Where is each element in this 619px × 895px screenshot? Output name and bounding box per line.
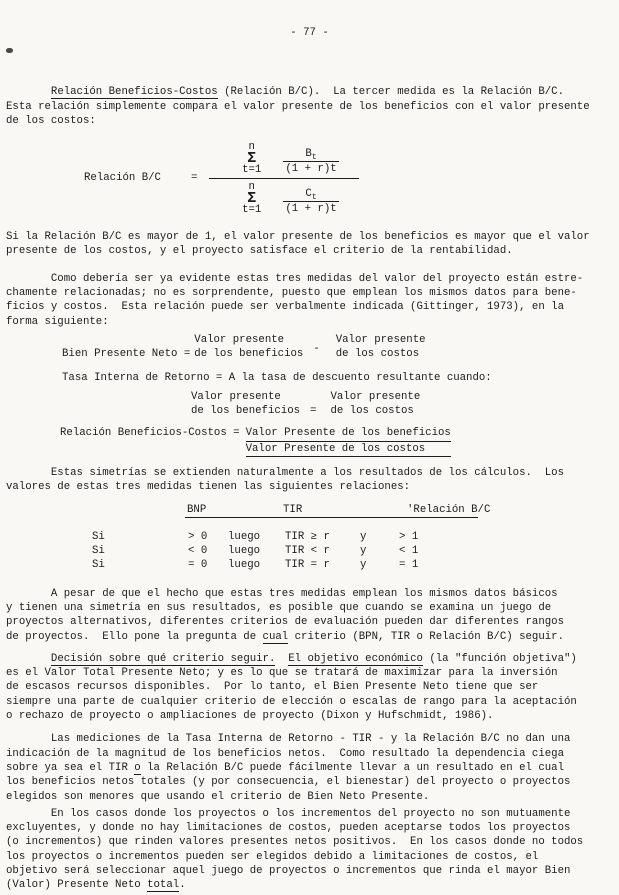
- text-run: Esta relación simplemente compara el valor presente de los beneficios con el valor presente: [6, 100, 590, 113]
- paragraph-tir-limitations: [6, 732, 619, 803]
- benefit-term: $B_t$: [305, 147, 317, 162]
- bc-lhs: Relación Beneficios-Costos =: [60, 427, 240, 440]
- vp-costs-stack: Valor presente de los costos: [335, 333, 426, 361]
- text-run: los proyectos o incrementos pueden ser elegidos debido a limitaciones de costos, el: [6, 850, 539, 863]
- text-line: [6, 747, 619, 761]
- table-cell: = 1: [399, 559, 419, 572]
- text-run: objetivo será seleccionar aquel juego de proyectos o incrementos que rinda el mayor Bien: [6, 864, 571, 877]
- table-cell: y: [360, 530, 367, 543]
- sum-upper-bound: n: [248, 180, 255, 193]
- text-line: [6, 652, 619, 666]
- scan-artifact: [6, 48, 13, 53]
- paragraph-intro: [6, 85, 619, 128]
- vp-benefits-stack: Valor presente de los beneficios: [194, 333, 304, 361]
- text-line: [6, 630, 619, 644]
- text-run: sobre ya sea el TIR: [6, 761, 135, 774]
- text-line: [6, 272, 619, 286]
- table-cell: Si: [92, 530, 105, 543]
- table-cell: y: [360, 559, 367, 572]
- sigma-symbol: Σ: [247, 149, 257, 167]
- text-line: [6, 821, 619, 835]
- npv-verbal-equation: [62, 333, 619, 362]
- table-cell: = 0: [188, 559, 208, 572]
- text-run: valores de estas tres medidas tienen las siguientes relaciones:: [6, 481, 411, 494]
- text-line: [6, 315, 619, 329]
- table-cell: luego: [228, 530, 261, 543]
- text-line: [6, 587, 619, 601]
- text-run: Las mediciones de la Tasa Interna de Retorno - TIR - y la Relación B/C no dan una: [6, 733, 571, 746]
- bc-fraction: [246, 426, 451, 457]
- formula-lhs: Relación B/C: [84, 172, 161, 185]
- text-run: (Relación B/C). La tercer medida es la Relación B/C.: [217, 86, 565, 99]
- text-run: la Relación B/C puede fácilmente llevar a un resultado en el cual: [140, 761, 564, 774]
- text-run: El objetivo económico: [288, 652, 423, 665]
- formula-fraction: [209, 142, 359, 215]
- vp-benefits-stack: Valor presente de los beneficios: [191, 390, 301, 418]
- table-cell: Si: [92, 559, 105, 572]
- text-run: cual: [262, 630, 289, 643]
- discount-term: (1 + r)t: [285, 202, 337, 215]
- table-cell: TIR ≥ r: [285, 530, 330, 543]
- text-line: [6, 775, 619, 789]
- text-run: indicación de la magnitud de los beneficios netos. Como resultado la dependencia ciega: [6, 747, 564, 760]
- paragraph-symmetries: [6, 466, 619, 495]
- text-run: y tienen una simetría en sus resultados, es posible que cuando se examina un juego de: [6, 601, 552, 614]
- text-line: [6, 790, 619, 804]
- fraction-bar: [209, 178, 359, 179]
- text-run: forma siguiente:: [6, 315, 109, 328]
- summation-benefits: [242, 142, 261, 175]
- formula-numerator: [242, 142, 339, 175]
- text-line: [6, 230, 619, 244]
- text-run: ficios y costos. Esta relación puede ser verbalmente indicada (Gittinger, 1973), en la: [6, 301, 564, 314]
- table-row: [0, 544, 619, 558]
- formula-equals: =: [190, 172, 198, 185]
- text-line: [6, 300, 619, 314]
- sum-upper-bound: n: [248, 140, 255, 153]
- text-line: [6, 85, 619, 99]
- relations-table-rows: [0, 530, 619, 573]
- text-run: siempre una parte de cualquier criterio de elección o escalas de rango para la aceptación: [6, 695, 577, 708]
- text-run: Como debería ser ya evidente estas tres medidas del valor del proyecto están estre-: [6, 272, 584, 285]
- text-line: [6, 466, 619, 480]
- text-line: [6, 878, 619, 892]
- text-run: A pesar de que el hecho que estas tres medidas emplean los mismos datos básicos: [6, 587, 558, 600]
- sum-lower-bound: t=1: [242, 163, 262, 176]
- text-line: [6, 480, 619, 494]
- text-run: .: [179, 879, 186, 892]
- text-run: de escasos recursos disponibles. Por lo tanto, el Bien Presente Neto tiene que ser: [6, 681, 539, 694]
- text-run: [6, 653, 51, 665]
- table-cell: Si: [92, 544, 105, 557]
- cost-term: $C_t$: [305, 187, 317, 202]
- text-run: (la "función objetiva"): [422, 652, 577, 665]
- table-header-tir: TIR: [283, 503, 303, 516]
- text-line: [6, 850, 619, 864]
- sum-lower-bound: t=1: [242, 203, 262, 216]
- text-run: (Valor) Presente Neto: [6, 879, 148, 892]
- text-line: [6, 732, 619, 746]
- text-run: chamente relacionadas; no es sorprendente, puesto que emplean los mismos datos para bene-: [6, 287, 577, 300]
- table-header-rule: [185, 517, 478, 518]
- text-run: de proyectos. Ello pone la pregunta de: [6, 630, 263, 643]
- paragraph-bc-interpretation: [6, 230, 619, 259]
- text-run: o: [134, 761, 141, 774]
- table-cell: < 0: [188, 544, 208, 557]
- bc-verbal-equation: [60, 426, 619, 457]
- text-run: o rechazo de proyecto o ampliaciones de proyecto (Dixon y Hufschmidt, 1986).: [6, 710, 494, 723]
- text-run: de los costos:: [6, 114, 96, 127]
- text-line: [6, 680, 619, 694]
- text-run: los beneficios netos totales (y por consecuencia, el bienestar) del proyecto o proyectos: [6, 776, 571, 789]
- text-run: excluyentes, y donde no hay limitaciones de costos, pueden aceptarse todos los proyectos: [6, 822, 571, 835]
- cost-discount-fraction: [283, 188, 338, 215]
- table-header-rbc: 'Relación B/C: [407, 503, 491, 516]
- bc-numerator: Valor Presente de los beneficios: [246, 426, 451, 441]
- text-line: [6, 695, 619, 709]
- text-line: [6, 286, 619, 300]
- table-cell: y: [360, 544, 367, 557]
- text-run: [275, 653, 288, 665]
- irr-verbal-equation: Tasa Interna de Retorno = A la tasa de descuento resultante cuando:: [62, 371, 492, 384]
- table-cell: TIR = r: [285, 559, 330, 572]
- table-cell: < 1: [399, 544, 419, 557]
- sigma-symbol: Σ: [247, 189, 257, 207]
- text-line: [6, 709, 619, 723]
- text-line: [6, 601, 619, 615]
- text-run: (o incrementos) que rinden valores presentes netos positivos. En los casos donde no todos: [6, 836, 584, 849]
- paragraph-project-selection: [6, 807, 619, 893]
- text-run: criterio (BPN, TIR o Relación B/C) seguir.: [288, 630, 564, 643]
- relations-table: [0, 503, 619, 573]
- text-run: elegidos son menores que usando el criterio de Bien Neto Presente.: [6, 790, 430, 803]
- table-cell: > 1: [399, 530, 419, 543]
- formula-denominator: [242, 182, 339, 215]
- text-line: [6, 100, 619, 114]
- text-line: [6, 807, 619, 821]
- text-run: [6, 86, 51, 98]
- bc-ratio-formula: [84, 130, 619, 226]
- paragraph-criteria-question: [6, 587, 619, 644]
- bc-denominator: Valor Presente de los costos: [246, 442, 451, 457]
- text-line: [6, 615, 619, 629]
- text-run: es el Valor Total Presente Neto; y es lo que se tratará de maximizar para la inversión: [6, 667, 558, 680]
- text-run: Decisión sobre qué criterio seguir.: [50, 652, 276, 665]
- text-run: total: [147, 879, 180, 892]
- paragraph-decision: [6, 652, 619, 723]
- irr-condition-equation: [187, 390, 619, 419]
- text-line: [6, 864, 619, 878]
- table-cell: luego: [228, 559, 261, 572]
- text-run: Estas simetrías se extienden naturalmente a los resultados de los cálculos. Los: [6, 467, 564, 480]
- text-run: Relación Beneficios-Costos: [50, 86, 218, 99]
- npv-lhs: Bien Presente Neto =: [62, 348, 191, 361]
- equals-sign: =: [310, 405, 317, 418]
- text-line: [6, 835, 619, 849]
- benefit-discount-fraction: [283, 148, 338, 175]
- table-row: [0, 558, 619, 572]
- text-line: [6, 114, 619, 128]
- vp-costs-stack: Valor presente de los costos: [330, 390, 421, 418]
- table-cell: TIR < r: [285, 544, 330, 557]
- table-header-bnp: BNP: [187, 503, 207, 516]
- page-number: - 77 -: [290, 27, 329, 39]
- text-run: En los casos donde los proyectos o los incrementos del proyecto no son mutuamente: [6, 807, 571, 820]
- summation-costs: [242, 182, 261, 215]
- text-line: [6, 761, 619, 775]
- table-cell: > 0: [188, 530, 208, 543]
- table-cell: luego: [228, 544, 261, 557]
- text-line: [6, 666, 619, 680]
- text-line: [6, 244, 619, 258]
- text-run: proyectos alternativos, diferentes criterios de evaluación pueden dar diferentes rangos: [6, 616, 564, 629]
- table-row: [0, 530, 619, 544]
- text-run: presente de los costos, y el proyecto satisface el criterio de la rentabilidad.: [6, 245, 513, 258]
- paragraph-three-measures: [6, 272, 619, 329]
- minus-sign: -: [313, 343, 320, 356]
- text-run: Si la Relación B/C es mayor de 1, el valor presente de los beneficios es mayor que el valor: [6, 231, 590, 244]
- discount-term: (1 + r)t: [285, 162, 337, 175]
